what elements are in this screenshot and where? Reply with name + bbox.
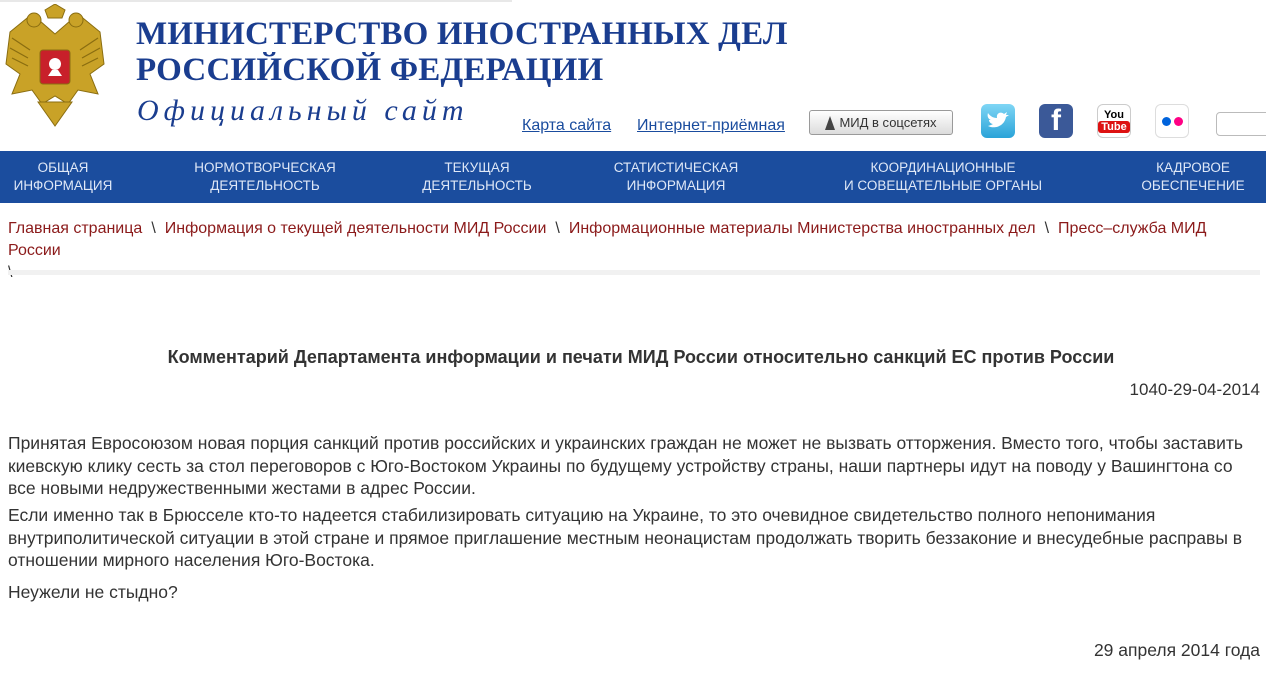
twitter-bird-icon: [986, 111, 1010, 131]
article-paragraph-3: Неужели не стыдно?: [8, 582, 178, 602]
breadcrumb-separator: \: [555, 220, 560, 237]
breadcrumb-press-service[interactable]: Пресс–служба МИД России: [8, 220, 1207, 259]
nav-coordination-bodies[interactable]: КООРДИНАЦИОННЫЕ И СОВЕЩАТЕЛЬНЫЕ ОРГАНЫ: [843, 160, 1043, 193]
flickr-blue-dot: [1162, 117, 1171, 126]
flickr-pink-dot: [1174, 117, 1183, 126]
facebook-glyph: f: [1051, 104, 1061, 137]
header-top-line: [0, 0, 512, 2]
breadcrumb-separator: \: [1044, 220, 1050, 237]
twitter-icon[interactable]: [981, 104, 1015, 138]
coat-of-arms-icon: [2, 4, 108, 128]
nav-statistics[interactable]: СТАТИСТИЧЕСКАЯ ИНФОРМАЦИЯ: [613, 160, 739, 193]
ministry-title-line2: РОССИЙСКОЙ ФЕДЕРАЦИИ: [136, 52, 604, 88]
breadcrumb-separator: \: [151, 220, 156, 237]
sitemap-link[interactable]: Карта сайта: [522, 117, 612, 134]
youtube-icon[interactable]: [1097, 104, 1131, 138]
social-networks-button[interactable]: [809, 110, 953, 135]
nav-rulemaking[interactable]: НОРМОТВОРЧЕСКАЯ ДЕЯТЕЛЬНОСТЬ: [194, 160, 336, 193]
article-title: Комментарий Департамента информации и печати МИД России относительно санкций ЕС против России: [167, 347, 1115, 367]
breadcrumb-current-activity[interactable]: Информация о текущей деятельности МИД России: [164, 220, 547, 237]
youtube-tube-text: Tube: [1098, 121, 1129, 133]
article-date: 29 апреля 2014 года: [1093, 640, 1260, 660]
nav-general-info[interactable]: ОБЩАЯ ИНФОРМАЦИЯ: [13, 160, 113, 193]
social-networks-label: МИД в соцсетях: [839, 115, 937, 130]
search-input[interactable]: [1216, 112, 1266, 136]
document-number: 1040-29-04-2014: [1129, 380, 1260, 399]
internet-reception-link[interactable]: Интернет-приёмная: [637, 117, 785, 134]
breadcrumb-info-materials[interactable]: Информационные материалы Министерства иностранных дел: [568, 220, 1036, 237]
ministry-title-line1: МИНИСТЕРСТВО ИНОСТРАННЫХ ДЕЛ: [136, 16, 788, 52]
nav-personnel[interactable]: КАДРОВОЕ ОБЕСПЕЧЕНИЕ: [1141, 160, 1245, 193]
mid-building-icon: [825, 116, 835, 130]
nav-current-activity[interactable]: ТЕКУЩАЯ ДЕЯТЕЛЬНОСТЬ: [422, 160, 532, 193]
site-subtitle: Официальный сайт: [137, 94, 469, 127]
breadcrumb-home[interactable]: Главная страница: [8, 220, 143, 237]
article-paragraph-1: Принятая Евросоюзом новая порция санкций против российских и украинских граждан не может не вызвать отторжения. Вместо того, чтобы заставить киевскую клику сесть за стол переговоров с Юго-Востоком Украины по будущему устройству страны, наши партнеры идут на поводу у Вашингтона со все новыми недружественными жестами в адрес России.: [8, 433, 1243, 498]
flickr-icon[interactable]: [1155, 104, 1189, 138]
article-paragraph-2: Если именно так в Брюсселе кто-то надеется стабилизировать ситуацию на Украине, то это очевидное свидетельство полного непонимания внутриполитической ситуации в этой стране и прямое приглашение местным неонацистам продолжать творить беззаконие и внесудебные расправы в отношении мирного населения Юго-Востока.: [8, 505, 1243, 570]
content-divider: [8, 270, 1260, 275]
facebook-icon[interactable]: [1039, 104, 1073, 138]
youtube-you-text: You: [1104, 109, 1124, 121]
main-navigation: [0, 151, 1266, 203]
site-header: [0, 0, 1266, 150]
